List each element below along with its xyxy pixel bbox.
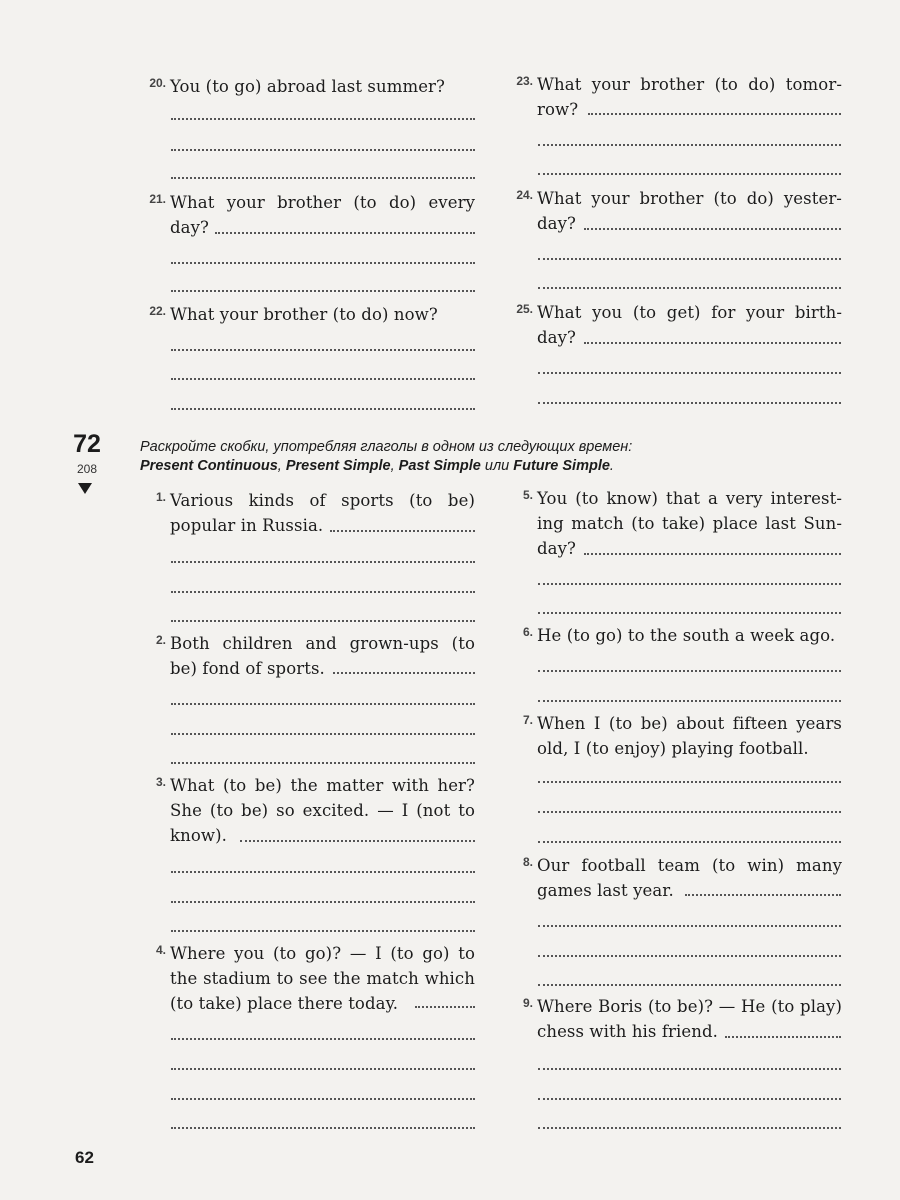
answer-line[interactable] [725,1036,841,1038]
tense-list: Present Continuous, Present Simple, Past Simple или Future Simple. [140,458,614,474]
exercise-item-1 [140,488,480,548]
answer-line[interactable] [588,113,841,115]
answer-line[interactable] [171,349,475,351]
answer-line[interactable] [538,781,841,783]
exercise-item-4 [140,941,480,1021]
answer-line[interactable] [171,733,475,735]
question-number: 2. [155,633,166,647]
question-text: When I (to be) about fifteen years old, I (to enjoy) playing football. [537,714,842,758]
answer-line[interactable] [538,670,841,672]
answer-line[interactable] [171,262,475,264]
question-number: 25. [516,302,533,316]
answer-line[interactable] [538,144,841,146]
question-number: 20. [149,76,166,90]
answer-line[interactable] [171,1038,475,1040]
answer-line[interactable] [171,762,475,764]
question-text: What your brother (to do) now? [170,305,438,324]
tense: Present Simple [285,458,391,474]
exercise-number: 72 [73,430,101,458]
question-text: You (to know) that a very interest-ing match (to take) place last Sun-day? [537,489,842,558]
exercise-item-6 [507,623,847,653]
question-number: 3. [155,775,166,789]
answer-line[interactable] [584,553,841,555]
answer-line[interactable] [538,258,841,260]
answer-line[interactable] [171,1127,475,1129]
answer-line[interactable] [538,402,841,404]
question-text: You (to go) abroad last summer? [170,77,445,96]
question-number: 7. [522,713,533,727]
question-text: Where you (to go)? — I (to go) to the stadium to see the match which (to take) place there today. [170,944,475,1013]
answer-line[interactable] [171,290,475,292]
answer-line[interactable] [171,703,475,705]
answer-line[interactable] [538,1127,841,1129]
tense: Present Continuous [140,458,278,474]
question-text: What you (to get) for your birth-day? [537,303,842,347]
answer-line[interactable] [538,612,841,614]
exercise-item-8 [507,853,847,913]
tense: Past Simple [398,458,481,474]
answer-line[interactable] [584,228,841,230]
question-number: 4. [155,943,166,957]
answer-line[interactable] [584,342,841,344]
question-text: What (to be) the matter with her? She (to be) so excited. — I (not to know). [170,776,475,845]
question-number: 6. [522,625,533,639]
question-text: What your brother (to do) every day? [170,193,475,237]
answer-line[interactable] [171,930,475,932]
question-number: 24. [516,188,533,202]
page-number: 62 [75,1148,94,1167]
exercise-item-2 [140,631,480,691]
question-24 [507,186,847,246]
answer-line[interactable] [333,672,475,674]
tense: Future Simple [513,458,610,474]
question-text: He (to go) to the south a week ago. [537,626,836,645]
question-text: Where Boris (to be)? — He (to play) chess with his friend. [537,997,842,1041]
question-25 [507,300,847,360]
question-number: 1. [155,490,166,504]
answer-line[interactable] [538,700,841,702]
answer-line[interactable] [240,840,475,842]
answer-line[interactable] [538,811,841,813]
exercise-item-9 [507,994,847,1054]
answer-line[interactable] [538,287,841,289]
question-number: 22. [149,304,166,318]
answer-line[interactable] [215,232,475,234]
answer-line[interactable] [171,177,475,179]
question-text: Both children and grown-ups (to be) fond of sports. [170,634,475,678]
question-number: 8. [522,855,533,869]
answer-line[interactable] [171,871,475,873]
question-21 [140,190,480,250]
question-20 [140,74,480,194]
answer-line[interactable] [538,1098,841,1100]
reference-page: 208 [76,462,98,476]
answer-line[interactable] [685,894,841,896]
answer-line[interactable] [171,118,475,120]
answer-line[interactable] [171,620,475,622]
question-text: What your brother (to do) tomor-row? [537,75,842,119]
question-number: 9. [522,996,533,1010]
question-text: What your brother (to do) yester-day? [537,189,842,233]
down-arrow-icon [78,483,92,494]
question-text: Our football team (to win) many games last year. [537,856,842,900]
answer-line[interactable] [330,530,475,532]
answer-line[interactable] [538,372,841,374]
answer-line[interactable] [415,1006,475,1008]
question-number: 5. [522,488,533,502]
exercise-item-7 [507,711,847,771]
answer-line[interactable] [538,173,841,175]
answer-line[interactable] [538,841,841,843]
instruction-text: Раскройте скобки, употребляя глаголы в одном из следующих времен: [140,439,633,455]
answer-line[interactable] [538,583,841,585]
question-22 [140,302,480,332]
exercise-instruction [140,438,860,476]
answer-line[interactable] [171,1068,475,1070]
answer-line[interactable] [171,1098,475,1100]
answer-line[interactable] [171,149,475,151]
answer-line[interactable] [538,955,841,957]
answer-line[interactable] [538,984,841,986]
answer-line[interactable] [171,591,475,593]
answer-line[interactable] [538,925,841,927]
question-number: 23. [516,74,533,88]
answer-line[interactable] [171,408,475,410]
answer-line[interactable] [538,1068,841,1070]
answer-line[interactable] [171,901,475,903]
answer-line[interactable] [171,561,475,563]
question-number: 21. [149,192,166,206]
answer-line[interactable] [171,378,475,380]
question-text: Various kinds of sports (to be) popular in Russia. [170,491,475,535]
question-23 [507,72,847,132]
